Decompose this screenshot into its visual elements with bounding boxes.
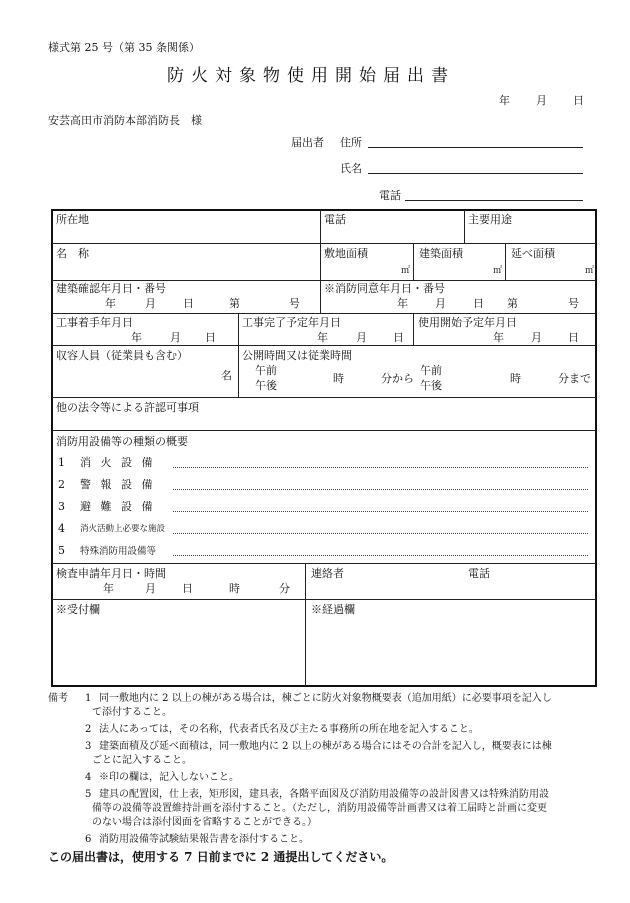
note-num: 6 [85, 834, 92, 845]
construction-start-label: 工事着手年月日 [56, 316, 133, 329]
note-num: 2 [85, 724, 92, 735]
minute-label: 分 [279, 582, 290, 595]
main-use-label: 主要用途 [468, 213, 512, 226]
note-line: て添付すること。 [92, 707, 172, 718]
contact-phone-label: 電話 [468, 567, 490, 580]
pm-label: 午後 [420, 379, 442, 392]
date-day: 日 [573, 94, 584, 107]
use-start-label: 使用開始予定年月日 [418, 316, 517, 329]
hour-label: 時 [333, 372, 344, 385]
day-label: 日 [473, 297, 484, 310]
dai-label: 第 [507, 297, 518, 310]
am-label: 午前 [255, 364, 277, 377]
construction-end-label: 工事完了予定年月日 [242, 316, 341, 329]
page-title: 防火対象物使用開始届出書 [167, 66, 455, 86]
day-label: 日 [205, 331, 216, 344]
month-label: 月 [435, 297, 446, 310]
equipment-summary-label: 消防用設備等の種類の概要 [56, 435, 188, 448]
day-label: 日 [393, 331, 404, 344]
sqm-unit: ㎡ [493, 266, 503, 276]
equipment-label: 特殊消防用設備等 [80, 546, 157, 557]
equipment-label: 消火活動上必要な施設 [80, 524, 166, 534]
phone-cell-label: 電話 [324, 213, 346, 226]
month-label: 月 [145, 297, 156, 310]
day-label: 日 [182, 582, 193, 595]
month-label: 月 [145, 582, 156, 595]
form-number: 様式第 25 号（第 35 条関係） [48, 41, 200, 54]
year-label: 年 [397, 297, 408, 310]
go-label: 号 [568, 297, 579, 310]
building-confirm-label: 建築確認年月日・番号 [56, 282, 166, 295]
note-line: 備等の設備等設置維持計画を添付すること。（ただし，消防用設備等計画書又は着工届時と計画に変更 [92, 803, 547, 814]
am-label: 午前 [420, 364, 442, 377]
day-label: 日 [183, 297, 194, 310]
progress-label: ※経過欄 [311, 603, 355, 616]
note-line: ごとに記入すること。 [92, 755, 192, 766]
name-cell-label: 名 称 [56, 247, 89, 260]
address-field[interactable] [368, 147, 583, 148]
equipment-label: 消 火 設 備 [80, 456, 156, 469]
hour-label: 時 [229, 582, 240, 595]
equipment-label: 避 難 設 備 [80, 500, 156, 513]
note-line: 同一敷地内に 2 以上の棟がある場合は，棟ごとに防火対象物概要表（追加用紙）に必要事項を記入し [99, 693, 552, 704]
month-label: 月 [356, 331, 367, 344]
note-num: 4 [85, 772, 92, 783]
year-label: 年 [493, 331, 504, 344]
month-label: 月 [170, 331, 181, 344]
year-label: 年 [103, 582, 114, 595]
open-hours-label: 公開時間又は従業時間 [242, 349, 352, 362]
equipment-num: 5 [58, 544, 65, 557]
equipment-num: 3 [58, 500, 65, 513]
reception-label: ※受付欄 [56, 603, 100, 616]
note-line: 建具の配置図，仕上表，矩形図，建具表，各階平面図及び消防用設備等の設計図書又は特殊消防用設 [99, 789, 549, 800]
note-num: 3 [85, 741, 92, 752]
total-floor-area-label: 延べ面積 [511, 247, 555, 260]
pm-label: 午後 [255, 379, 277, 392]
min-to-label: 分まで [558, 372, 591, 385]
year-label: 年 [317, 331, 328, 344]
sqm-unit: ㎡ [401, 266, 411, 276]
go-label: 号 [289, 297, 300, 310]
notes-prefix: 備考 [48, 693, 68, 704]
note-num: 1 [85, 693, 92, 704]
address-label: 住所 [340, 136, 362, 149]
note-line: 法人にあっては，その名称，代表者氏名及び主たる事務所の所在地を記入すること。 [99, 724, 479, 735]
day-label: 日 [568, 331, 579, 344]
inspection-date-label: 検査申請年月日・時間 [56, 567, 166, 580]
footer-note: この届出書は，使用する 7 日前までに 2 通提出してください。 [48, 850, 394, 864]
capacity-label: 収容人員（従業員も含む） [56, 349, 188, 362]
site-area-label: 敷地面積 [324, 247, 368, 260]
persons-unit: 名 [221, 369, 232, 382]
applicant-label: 届出者 [291, 136, 324, 149]
equipment-num: 4 [58, 522, 65, 535]
sqm-unit: ㎡ [585, 266, 595, 276]
date-month: 月 [536, 94, 547, 107]
month-label: 月 [531, 331, 542, 344]
addressee: 安芸高田市消防本部消防長 様 [48, 114, 202, 127]
contact-label: 連絡者 [311, 567, 344, 580]
phone-label: 電話 [379, 189, 401, 202]
building-area-label: 建築面積 [419, 247, 463, 260]
name-label: 氏名 [340, 162, 362, 175]
equipment-num: 2 [58, 478, 65, 491]
note-line: のない場合は添付図面を省略することができる。） [92, 817, 317, 828]
year-label: 年 [105, 297, 116, 310]
phone-field[interactable] [405, 200, 583, 201]
note-line: 消防用設備等試験結果報告書を添付すること。 [99, 834, 309, 845]
note-line: 建築面積及び延べ面積は，同一敷地内に 2 以上の棟がある場合にはその合計を記入し，概要表には棟 [99, 741, 552, 752]
year-label: 年 [131, 331, 142, 344]
note-line: ※印の欄は，記入しないこと。 [99, 772, 239, 783]
min-from-label: 分から [381, 372, 414, 385]
name-field[interactable] [368, 173, 583, 174]
hour-label: 時 [510, 372, 521, 385]
note-num: 5 [85, 789, 92, 800]
equipment-num: 1 [58, 456, 65, 469]
location-label: 所在地 [56, 213, 89, 226]
date-year: 年 [499, 94, 510, 107]
fire-consent-label: ※消防同意年月日・番号 [324, 282, 445, 295]
dai-label: 第 [229, 297, 240, 310]
other-permits-label: 他の法令等による許認可事項 [56, 401, 199, 414]
equipment-label: 警 報 設 備 [80, 478, 156, 491]
